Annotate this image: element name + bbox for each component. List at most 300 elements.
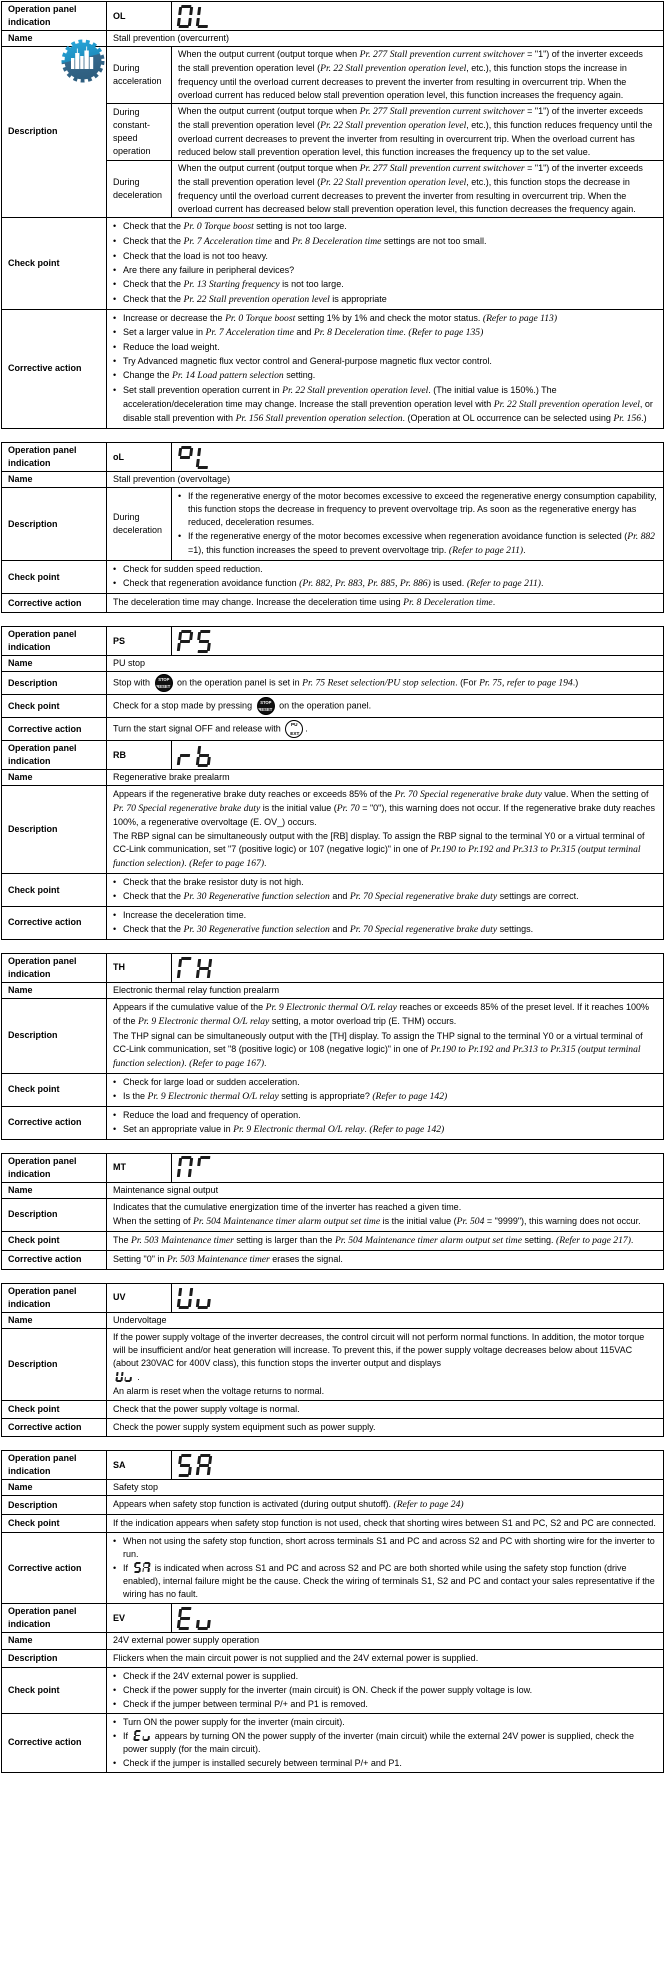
bullet-text: Check for sudden speed reduction. [123,564,263,575]
bullet-text: Increase or decrease the Pr. 0 Torque boost setting 1% by 1% and check the motor status. (Refer to page 113) [123,312,558,324]
check-point-text [107,561,664,594]
row-description-UV [2,1328,664,1400]
corrective-action-text [107,718,664,741]
indication-display-OL [172,2,664,31]
description-sublabel: During constant-speed operation [107,104,172,161]
parameter-reference: Pr. 7 Acceleration time [183,235,272,247]
row-check-point-RB [2,874,664,907]
bullet-dot: • [113,342,117,353]
fault-table-ol2 [1,442,664,613]
name-label: Name [2,1182,107,1198]
fault-table-uv [1,1283,664,1437]
description-label: Description [2,1496,107,1515]
name-label: Name [2,1480,107,1496]
parameter-reference: Pr. 503 Maintenance timer [131,1234,234,1246]
bullet-item [113,909,657,922]
description-label: Description [2,1198,107,1231]
seven-segment-display-SA [133,1562,150,1573]
check-point-label: Check point [2,874,107,907]
bullet-item [113,1716,657,1729]
parameter-reference: Pr. 70 Special regenerative brake duty [113,803,261,815]
row-panel-indication-SA [2,1451,664,1480]
name-label: Name [2,770,107,786]
fault-name-OL: Stall prevention (overcurrent) [107,31,664,47]
indication-code-PS: PS [107,627,172,656]
row-corrective-action-EV [2,1713,664,1772]
parameter-reference: Pr. 8 Deceleration time [403,597,493,609]
description-text: When the output current (output torque when Pr. 277 Stall prevention current switchover = "1") of the inverter exceeds the stall prevention operation level (Pr. 22 Stall prevention operation level, etc.), this function reduces frequency until the overload current decreases to prevent the inverter from resulting in overcurrent trip. When the overload current has reduced below stall prevention operation level, this function increases the frequency up to the set value. [172,104,664,161]
bullet-dot: • [178,491,182,502]
bullet-dot: • [113,1716,117,1727]
paragraph: Check the power supply system equipment such as power supply. [113,1422,376,1433]
bullet-dot: • [113,312,117,323]
description-text [107,1198,664,1231]
bullet-text: Check that the Pr. 13 Starting frequency is not too large. [123,278,344,290]
panel-indication-label: Operation panel indication [2,627,107,656]
check-point-text [107,1231,664,1250]
check-point-text [107,695,664,718]
bullet-dot: • [113,1757,117,1768]
bullet-item [178,490,657,529]
row-panel-indication-OL [2,2,664,31]
corrective-action-text [107,1419,664,1437]
seven-segment-display-Uu [177,1286,213,1309]
row-check-point-PS [2,695,664,718]
bullet-dot: • [113,924,117,935]
indication-display-EV [172,1604,664,1633]
fault-table-mt [1,1153,664,1270]
row-check-point-MT [2,1231,664,1250]
seven-segment-display-Eu [133,1730,150,1741]
paragraph: Turn the start signal OFF and release with PU EXT . [113,720,657,738]
row-panel-indication-MT [2,1153,664,1182]
bullet-text: Are there any failure in peripheral devices? [123,264,295,275]
fault-name-PS: PU stop [107,656,664,672]
parameter-reference: Pr. 22 Stall prevention operation level [183,293,330,305]
corrective-action-text [107,1250,664,1269]
paragraph: If the power supply voltage of the inverter decreases, the control circuit will not perform normal functions. In addition, the motor torque will be insufficient and/or heat generation will increase. To prevent this, if the power supply voltage decreases below about 115VAC (about 230VAC for 400V class), this function stops the inverter output and displays [113,1331,645,1368]
bullet-item [113,923,657,937]
description-text [107,1649,664,1667]
description-label: Description [2,1328,107,1400]
row-panel-indication-oL [2,443,664,472]
check-point-label: Check point [2,1231,107,1250]
paragraph: The Pr. 503 Maintenance timer setting is larger than the Pr. 504 Maintenance timer alarm output set time setting. (Refer to page 217). [113,1234,634,1246]
row-check-point-TH [2,1073,664,1106]
name-label: Name [2,1312,107,1328]
check-point-label: Check point [2,1515,107,1533]
parameter-reference: Pr. 22 Stall prevention operation level [493,399,640,411]
fault-name-SA: Safety stop [107,1480,664,1496]
panel-indication-label: Operation panel indication [2,2,107,31]
bullet-item [113,1123,657,1137]
paragraph: Indicates that the cumulative energization time of the inverter has reached a given time. [113,1201,462,1212]
bullet-text: Check that the Pr. 22 Stall prevention operation level is appropriate [123,293,387,305]
bullet-text: Check that the Pr. 30 Regenerative function selection and Pr. 70 Special regenerative brake duty settings are correct. [123,891,579,903]
corrective-action-label: Corrective action [2,1250,107,1269]
parameter-reference: Pr. 277 Stall prevention current switchover [359,162,525,174]
fault-name-RB: Regenerative brake prealarm [107,770,664,786]
bullet-item [113,1535,657,1561]
parameter-reference: Pr. 504 [456,1215,485,1227]
parameter-reference: Pr. 504 Maintenance timer alarm output set time [193,1215,381,1227]
bullet-text: Check that the load is not too heavy. [123,250,268,261]
bullet-text: If the regenerative energy of the motor becomes excessive when regeneration avoidance function is selected (Pr. 882 =1), this function increases the speed to prevent overvoltage trip. (Refer to page 211). [188,531,655,557]
bullet-text: If is indicated when across S1 and PC and across S2 and PC are both shorted while using the safety stop function (drive enabled), internal failure might be the cause. Check the wiring of terminals S1, S2 and PC and contact your sales representative if the wiring has no fault. [123,1563,655,1600]
bullet-dot: • [113,370,117,381]
fault-name-UV: Undervoltage [107,1312,664,1328]
stop-reset-button-icon: STOP RESET [257,697,275,715]
panel-indication-label: Operation panel indication [2,1604,107,1633]
corrective-action-label: Corrective action [2,718,107,741]
bullet-item [113,1076,657,1089]
panel-indication-label: Operation panel indication [2,1451,107,1480]
bullet-dot: • [113,1090,117,1101]
pu-ext-button-icon: PU EXT [285,720,303,738]
seven-segment-display-MT [177,1156,213,1179]
indication-code-SA: SA [107,1451,172,1480]
bullet-text: Is the Pr. 9 Electronic thermal O/L relay setting is appropriate? (Refer to page 142) [123,1090,448,1102]
parameter-reference: Pr. 277 Stall prevention current switchover [359,106,525,118]
bullet-dot: • [113,385,117,396]
corrective-action-label: Corrective action [2,907,107,940]
bullet-dot: • [113,1684,117,1695]
parameter-reference: Pr. 22 Stall prevention operation level [282,385,429,397]
name-label: Name [2,1633,107,1649]
row-corrective-action-oL [2,594,664,613]
bullet-dot: • [113,877,117,888]
parameter-reference: Pr.190 to Pr.192 and Pr.313 to Pr.315 (output terminal function selection) [113,844,641,870]
indication-display-UV [172,1283,664,1312]
paragraph: Flickers when the main circuit power is not supplied and the 24V external power is supplied. [113,1652,479,1663]
paragraph: Appears if the regenerative brake duty reaches or exceeds 85% of the Pr. 70 Special regenerative brake duty value. When the setting of Pr. 70 Special regenerative brake duty is the initial value (Pr. 70 = "0"), this warning does not occur. If the regenerative brake duty reaches 100%, a regenerative overvoltage (E. OV_) occurs. [113,789,656,828]
seven-segment-display-oL [177,446,213,469]
bullet-text: If the regenerative energy of the motor becomes excessive to exceed the regenerative energy consumption capability, this function stops the decrease in frequency to prevent overvoltage trip. As soon as the regenerative energy has reduced, deceleration resumes. [188,491,657,528]
bullet-text: Check if the 24V external power is supplied. [123,1670,299,1681]
check-point-label: Check point [2,695,107,718]
fault-table-ol [1,1,664,429]
parameter-reference: (Pr. 882, Pr. 883, Pr. 885, Pr. 886) [299,578,431,590]
row-corrective-action-UV [2,1419,664,1437]
check-point-label: Check point [2,217,107,309]
row-name-MT [2,1182,664,1198]
indication-display-oL [172,443,664,472]
row-corrective-action-OL [2,309,664,429]
corrective-action-text [107,1106,664,1139]
paragraph: Check that the power supply voltage is normal. [113,1403,300,1414]
bullet-text: Set stall prevention operation current in Pr. 22 Stall prevention operation level. (The initial value is 150%.) The acceleration/deceleration time may change. Increase the stall prevention operation level with Pr. 22 Stall prevention operation level, or disable stall prevention with Pr. 156 Stall prevention operation selection. (Operation at OL occurrence can be selected using Pr. 156.) [123,385,653,425]
corrective-action-text [107,907,664,940]
bullet-item [113,1562,657,1601]
bullet-item [113,1109,657,1122]
bullet-item [113,235,657,249]
parameter-reference: (Refer to page 142) [372,1090,448,1102]
fault-table-ps-rb [1,626,664,940]
row-name-EV [2,1633,664,1649]
parameter-reference: Pr. 75 Reset selection/PU stop selection [302,677,456,689]
parameter-reference: Pr. 882 [627,531,655,543]
bullet-text: Check that regeneration avoidance function (Pr. 882, Pr. 883, Pr. 885, Pr. 886) is used. (Refer to page 211). [123,578,544,590]
bullet-dot: • [113,1670,117,1681]
bullet-item [113,264,657,277]
bullet-item [113,250,657,263]
description-text: When the output current (output torque when Pr. 277 Stall prevention current switchover = "1") of the inverter exceeds the stall prevention operation level (Pr. 22 Stall prevention operation level, etc.), this function stops the decrease in frequency until the overload current decreases to prevent the inverter from resulting in overcurrent trip. When the overload current has decreased below stall prevention operation level, this function decreases the frequency again. [172,160,664,217]
paragraph: Stop with STOP RESET on the operation panel is set in Pr. 75 Reset selection/PU stop selection. (For Pr. 75, refer to page 194.) [113,674,657,692]
parameter-reference: Pr. 22 Stall prevention operation level [320,63,467,75]
row-corrective-action-MT [2,1250,664,1269]
corrective-action-label: Corrective action [2,1713,107,1772]
parameter-reference: Pr. 30 Regenerative function selection [183,924,330,936]
indication-code-MT: MT [107,1153,172,1182]
bullet-dot: • [113,278,117,289]
corrective-action-label: Corrective action [2,309,107,429]
parameter-reference: Pr. 22 Stall prevention operation level [320,119,467,131]
corrective-action-label: Corrective action [2,1533,107,1604]
bullet-dot: • [113,1109,117,1120]
bullet-item [113,563,657,576]
bullet-dot: • [113,1563,117,1574]
bullet-item [113,312,657,326]
check-point-label: Check point [2,1073,107,1106]
row-description-EV [2,1649,664,1667]
row-description-TH [2,999,664,1074]
seven-segment-display-rb [177,744,213,767]
corrective-action-text [107,309,664,429]
parameter-reference: (Refer to page 135) [408,327,484,339]
row-panel-indication-PS [2,627,664,656]
parameter-reference: (Refer to page 217) [556,1234,631,1246]
seven-segment-display-Eu [177,1607,213,1630]
bullet-item [178,530,657,558]
corrective-action-text [107,594,664,613]
stop-reset-button-icon: STOP RESET [155,674,173,692]
bullet-text: Change the Pr. 14 Load pattern selection setting. [123,370,316,382]
parameter-reference: Pr. 8 Deceleration time [291,235,382,247]
panel-indication-label: Operation panel indication [2,443,107,472]
description-text [172,488,664,561]
bullet-dot: • [113,1698,117,1709]
bullet-item [113,1757,657,1770]
bullet-dot: • [113,578,117,589]
bullet-text: Check that the brake resistor duty is not high. [123,877,304,888]
row-panel-indication-TH [2,953,664,982]
indication-display-TH [172,953,664,982]
parameter-reference: (Refer to page 113) [482,312,558,324]
bullet-text: Set a larger value in Pr. 7 Acceleration time and Pr. 8 Deceleration time. (Refer to page 135) [123,327,484,339]
bullet-item [113,1730,657,1756]
bullet-dot: • [113,891,117,902]
indication-code-EV: EV [107,1604,172,1633]
indication-code-TH: TH [107,953,172,982]
check-point-text [107,1400,664,1418]
parameter-reference: (Refer to page 211) [466,578,541,590]
bullet-item [113,1684,657,1697]
panel-indication-label: Operation panel indication [2,953,107,982]
description-label: Description [2,488,107,561]
bullet-text: Check that the Pr. 7 Acceleration time and Pr. 8 Deceleration time settings are not too small. [123,235,487,247]
bullet-item [113,384,657,426]
bullet-text: Check if the power supply for the inverter (main circuit) is ON. Check if the power supply voltage is low. [123,1684,533,1695]
check-point-label: Check point [2,1400,107,1418]
bullet-text: Increase the deceleration time. [123,910,247,921]
description-label: Description [2,786,107,874]
row-panel-indication-EV [2,1604,664,1633]
fault-table-th [1,953,664,1140]
paragraph: The deceleration time may change. Increase the deceleration time using Pr. 8 Deceleration time. [113,597,496,609]
parameter-reference: Pr. 8 Deceleration time [313,327,404,339]
fault-table-sa-ev [1,1450,664,1773]
indication-display-RB [172,741,664,770]
bullet-text: Check that the Pr. 0 Torque boost setting is not too large. [123,220,347,232]
row-name-UV [2,1312,664,1328]
fault-name-MT: Maintenance signal output [107,1182,664,1198]
paragraph: Appears when safety stop function is activated (during output shutoff). (Refer to page 24) [113,1499,464,1511]
description-label: Description [2,672,107,695]
description-text [107,1328,664,1400]
bullet-dot: • [113,356,117,367]
row-description-PS [2,672,664,695]
bullet-dot: • [113,327,117,338]
row-name-SA [2,1480,664,1496]
parameter-reference: Pr. 70 Special regenerative brake duty [394,789,542,801]
description-text [107,786,664,874]
row-corrective-action-TH [2,1106,664,1139]
indication-display-MT [172,1153,664,1182]
parameter-reference: Pr. 70 Special regenerative brake duty [349,924,498,936]
row-panel-indication-UV [2,1283,664,1312]
bullet-text: Reduce the load and frequency of operation. [123,1109,301,1120]
row-check-point-UV [2,1400,664,1418]
description-text: When the output current (output torque when Pr. 277 Stall prevention current switchover = "1") of the inverter exceeds the stall prevention operation level (Pr. 22 Stall prevention operation level, etc.), this function stops the increase in frequency until the overload current decreases to prevent the inverter from resulting in overcurrent trip. When the overload current has reduced below stall prevention operation level, this function increases the frequency again. [172,47,664,104]
bullet-item [113,577,657,591]
paragraph: If the indication appears when safety stop function is not used, check that shorting wires between S1 and PC, S2 and PC are connected. [113,1518,656,1529]
parameter-reference: Pr. 277 Stall prevention current switchover [359,49,525,61]
paragraph: . [113,1371,657,1384]
indication-code-RB: RB [107,741,172,770]
check-point-text [107,1667,664,1713]
paragraph: The RBP signal can be simultaneously output with the [RB] display. To assign the RBP signal to the terminal Y0 or a virtual terminal of CC-Link communication, set "7 (positive logic) or 107 (negative logic)" in one of Pr.190 to Pr.192 and Pr.313 to Pr.315 (output terminal function selection). (Refer to page 167). [113,831,645,870]
name-label: Name [2,656,107,672]
parameter-reference: Pr. 503 Maintenance timer [166,1253,270,1265]
bullet-text: Check that the Pr. 30 Regenerative function selection and Pr. 70 Special regenerative brake duty settings. [123,924,534,936]
parameter-reference: (Refer to page 142) [369,1123,445,1135]
indication-code-oL: oL [107,443,172,472]
bullet-item [113,278,657,292]
description-sublabel: During acceleration [107,47,172,104]
bullet-dot: • [113,250,117,261]
fault-name-oL: Stall prevention (overvoltage) [107,472,664,488]
row-description-MT [2,1198,664,1231]
bullet-dot: • [113,1730,117,1741]
corrective-action-label: Corrective action [2,1419,107,1437]
parameter-reference: (Refer to page 167) [189,1057,265,1069]
parameter-reference: Pr. 13 Starting frequency [183,278,280,290]
row-description-OL-0 [2,47,664,104]
parameter-reference: Pr. 7 Acceleration time [205,327,294,339]
parameter-reference: Pr. 9 Electronic thermal O/L relay [265,1002,397,1014]
name-label: Name [2,472,107,488]
paragraph: Appears if the cumulative value of the Pr. 9 Electronic thermal O/L relay reaches or exceeds 85% of the preset level. If it reaches 100% of the Pr. 9 Electronic thermal O/L relay setting, a motor overload trip (E. THM) occurs. [113,1002,650,1028]
description-sublabel: During deceleration [107,488,172,561]
row-check-point-EV [2,1667,664,1713]
corrective-action-text [107,1713,664,1772]
description-text [107,1496,664,1515]
bullet-text: Check if the jumper between terminal P/+ and P1 is removed. [123,1698,368,1709]
row-panel-indication-RB [2,741,664,770]
parameter-reference: Pr. 156 Stall prevention operation selection [235,413,403,425]
bullet-item [113,341,657,354]
bullet-item [113,369,657,383]
row-name-RB [2,770,664,786]
seven-segment-display-Uu [115,1371,132,1382]
seven-segment-display-OL [177,5,213,28]
description-label: Description [2,1649,107,1667]
parameter-reference: Pr. 0 Torque boost [183,220,254,232]
bullet-item [113,1090,657,1104]
bullet-item [113,1670,657,1683]
row-corrective-action-RB [2,907,664,940]
bullet-dot: • [113,293,117,304]
corrective-action-label: Corrective action [2,594,107,613]
bullet-dot: • [113,220,117,231]
row-corrective-action-PS [2,718,664,741]
check-point-label: Check point [2,1667,107,1713]
description-text [107,672,664,695]
bullet-text: Turn ON the power supply for the inverter (main circuit). [123,1716,345,1727]
parameter-reference: Pr. 22 Stall prevention operation level [320,176,467,188]
name-label: Name [2,31,107,47]
parameter-reference: Pr. 504 Maintenance timer alarm output set time [334,1234,522,1246]
bullet-item [113,1698,657,1711]
check-point-text [107,874,664,907]
paragraph: Setting "0" in Pr. 503 Maintenance timer erases the signal. [113,1253,343,1265]
panel-indication-label: Operation panel indication [2,1283,107,1312]
seven-segment-display-SA [177,1454,213,1477]
bullet-item [113,326,657,340]
parameter-reference: Pr. 9 Electronic thermal O/L relay [138,1016,270,1028]
fault-name-EV: 24V external power supply operation [107,1633,664,1649]
panel-indication-label: Operation panel indication [2,741,107,770]
description-sublabel: During deceleration [107,160,172,217]
fault-name-TH: Electronic thermal relay function prealarm [107,983,664,999]
bullet-text: Set an appropriate value in Pr. 9 Electronic thermal O/L relay. (Refer to page 142) [123,1123,445,1135]
bullet-text: If appears by turning ON the power supply of the inverter (main circuit) while the external 24V power is supplied, check the power supply (for the main circuit). [123,1730,634,1754]
bullet-text: Reduce the load weight. [123,342,220,353]
paragraph: Check for a stop made by pressing STOP RESET on the operation panel. [113,697,657,715]
indication-code-OL: OL [107,2,172,31]
parameter-reference: (Refer to page 24) [393,1499,464,1511]
seven-segment-display-TH [177,957,213,980]
bullet-text: Try Advanced magnetic flux vector control and General-purpose magnetic flux vector control. [123,356,492,367]
check-point-text [107,1073,664,1106]
bullet-text: When not using the safety stop function, short across terminals S1 and PC and across S2 and PC with shorting wire for the inverter to run. [123,1536,655,1560]
bullet-text: Check if the jumper is installed securely between terminal P/+ and P1. [123,1757,402,1768]
row-name-OL [2,31,664,47]
bullet-item [113,220,657,234]
description-text [107,999,664,1074]
bullet-dot: • [113,910,117,921]
bullet-dot: • [178,531,182,542]
row-description-RB [2,786,664,874]
check-point-label: Check point [2,561,107,594]
bullet-dot: • [113,564,117,575]
parameter-reference: (Refer to page 211) [448,545,524,557]
row-corrective-action-SA [2,1533,664,1604]
bullet-item [113,293,657,307]
corrective-action-label: Corrective action [2,1106,107,1139]
parameter-reference: Pr. 75, refer to page 194 [479,677,573,689]
bullet-text: Check for large load or sudden acceleration. [123,1076,300,1087]
